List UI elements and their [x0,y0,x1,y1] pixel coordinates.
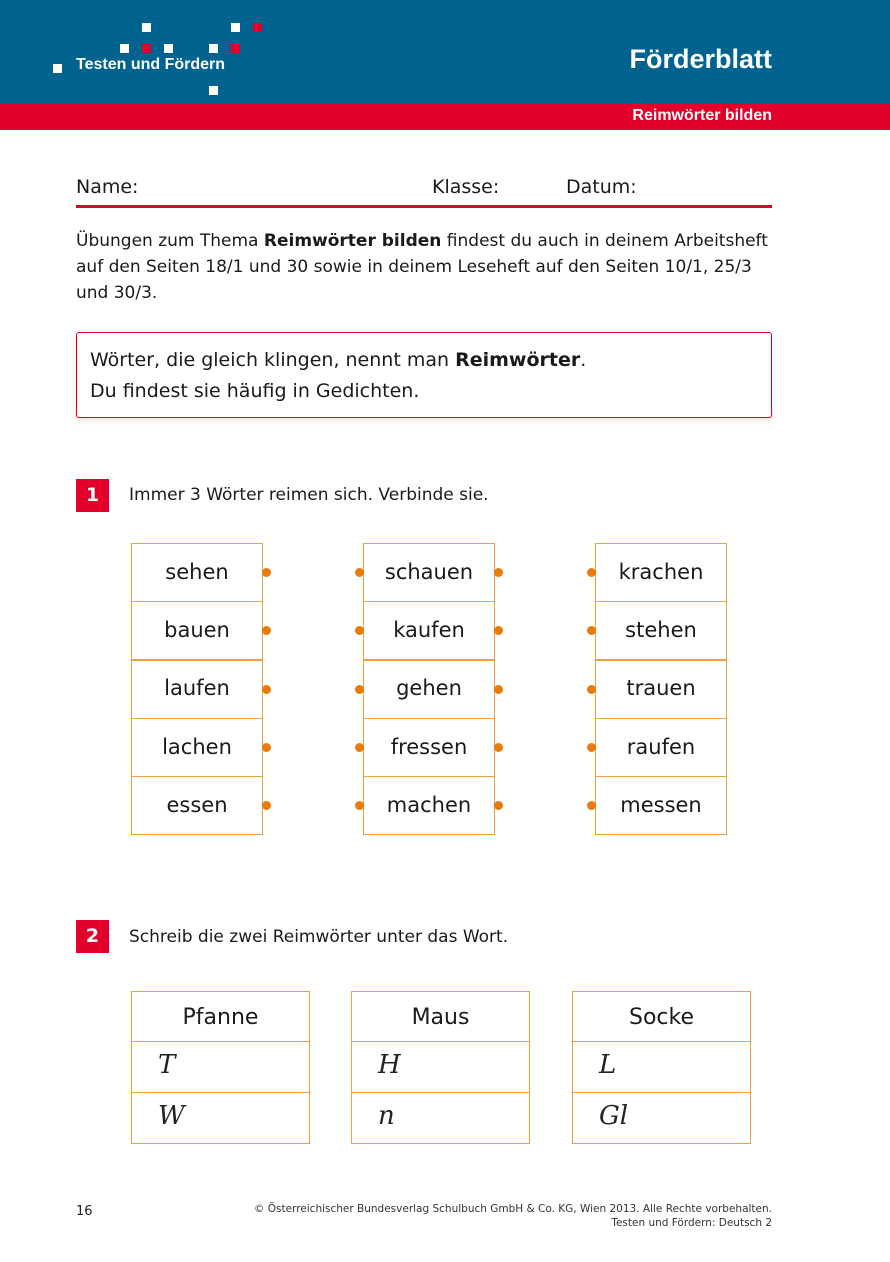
connect-dot[interactable] [262,743,271,752]
word-card: bauen [131,601,263,660]
word-card: krachen [595,543,727,602]
intro-topic: Reimwörter bilden [263,231,442,251]
connect-dot[interactable] [355,568,364,577]
rhyme-table-2 [351,991,530,1144]
connect-dot[interactable] [262,801,271,810]
word-card: sehen [131,543,263,602]
write-line[interactable] [351,1042,530,1093]
word-column-1 [131,543,263,835]
connect-dot[interactable] [587,626,596,635]
class-label: Klasse: [432,176,500,198]
word-card: kaufen [363,601,495,660]
word-column-3 [595,543,727,835]
sheet-title: Förderblatt [629,44,772,74]
connect-dot[interactable] [494,743,503,752]
word-card: machen [363,776,495,835]
task-2-number: 2 [76,920,109,953]
connect-dot[interactable] [587,743,596,752]
connect-dot[interactable] [494,568,503,577]
task-2-instruction: Schreib die zwei Reimwörter unter das Wort. [129,927,509,947]
word-card: essen [131,776,263,835]
task-1-number: 1 [76,479,109,512]
word-card: trauen [595,659,727,718]
word-card: lachen [131,718,263,777]
task-1-instruction: Immer 3 Wörter reimen sich. Verbinde sie. [129,485,489,505]
rhyme-table-3 [572,991,751,1144]
word-card: schauen [363,543,495,602]
connect-dot[interactable] [494,685,503,694]
rhyme-table-1 [131,991,310,1144]
word-card: raufen [595,718,727,777]
word-card: stehen [595,601,727,660]
rhyme-word: Socke [572,991,751,1042]
connect-dot[interactable] [262,685,271,694]
word-card: fressen [363,718,495,777]
write-line[interactable] [351,1093,530,1144]
connect-dot[interactable] [587,801,596,810]
student-info-line [76,176,772,208]
rhyme-word: Pfanne [131,991,310,1042]
word-card: laufen [131,659,263,718]
word-card: messen [595,776,727,835]
rhyme-word: Maus [351,991,530,1042]
letter-hint: n [378,1101,395,1131]
connect-dot[interactable] [355,626,364,635]
rule-box: Wörter, die gleich klingen, nennt man Reimwörter. Du findest sie häufig in Gedichten. [76,332,772,418]
copyright-notice: © Österreichischer Bundesverlag Schulbuch GmbH & Co. KG, Wien 2013. Alle Rechte vorbehalten. Testen und Fördern: Deutsch 2 [253,1203,772,1229]
write-line[interactable] [572,1042,751,1093]
name-label: Name: [76,176,139,198]
connect-dot[interactable] [587,568,596,577]
write-line[interactable] [131,1042,310,1093]
brand-name: Testen und Fördern [76,56,226,73]
connect-dot[interactable] [494,801,503,810]
date-label: Datum: [566,176,637,198]
letter-hint: L [599,1050,617,1080]
connect-dot[interactable] [355,801,364,810]
intro-text: Übungen zum Thema Reimwörter bilden findest du auch in deinem Arbeitsheft auf den Seiten 18/1 und 30 sowie in deinem Leseheft auf den Seiten 10/1, 25/3 und 30/3. [76,231,768,303]
connect-dot[interactable] [355,685,364,694]
connect-dot[interactable] [262,626,271,635]
letter-hint: T [158,1050,176,1080]
connect-dot[interactable] [355,743,364,752]
sheet-subtitle: Reimwörter bilden [632,107,772,124]
word-card: gehen [363,659,495,718]
write-line[interactable] [572,1093,751,1144]
connect-dot[interactable] [262,568,271,577]
letter-hint: H [378,1050,401,1080]
write-line[interactable] [131,1093,310,1144]
letter-hint: W [158,1101,185,1131]
letter-hint: Gl [599,1101,629,1131]
connect-dot[interactable] [494,626,503,635]
word-column-2 [363,543,495,835]
page-number: 16 [76,1204,93,1219]
connect-dot[interactable] [587,685,596,694]
rule-term: Reimwörter [455,349,581,371]
